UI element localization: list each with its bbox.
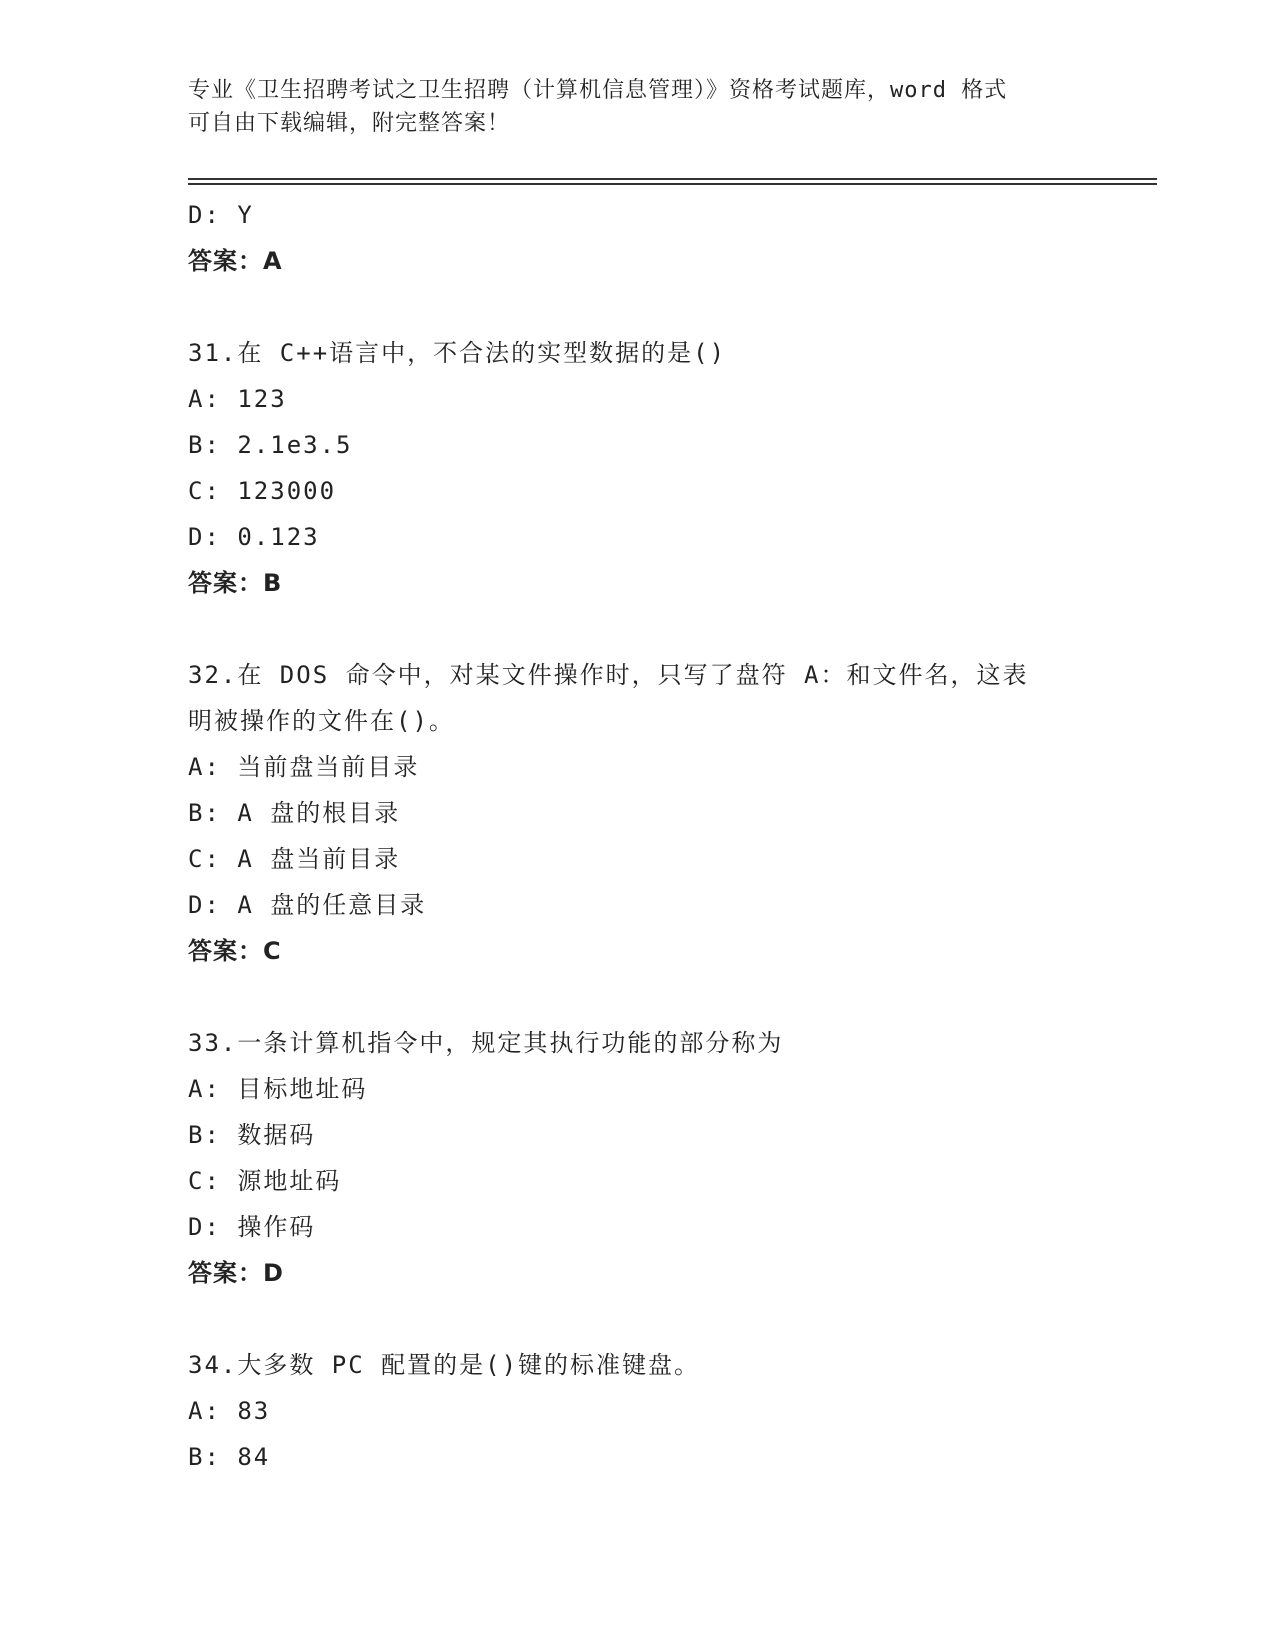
prev-question-answer: 答案：A [188, 247, 283, 275]
option-a: A: 目标地址码 [188, 1075, 368, 1103]
header-divider-bottom [188, 183, 1157, 185]
question-text: 32.在 DOS 命令中，对某文件操作时，只写了盘符 A：和文件名，这表 [188, 661, 1029, 689]
question-text: 31.在 C++语言中，不合法的实型数据的是() [188, 339, 727, 367]
header-divider-top [188, 178, 1157, 180]
answer: 答案：D [188, 1259, 284, 1287]
spacer [188, 1296, 1088, 1342]
option-c: C: 123000 [188, 477, 337, 505]
question-31 [188, 330, 1088, 606]
option-b: B: 数据码 [188, 1121, 316, 1149]
option-c: C: A 盘当前目录 [188, 845, 401, 873]
question-text: 34.大多数 PC 配置的是()键的标准键盘。 [188, 1351, 701, 1379]
question-list [188, 192, 1088, 1480]
option-b: B: A 盘的根目录 [188, 799, 401, 827]
option-d: D: 操作码 [188, 1213, 316, 1241]
spacer [188, 284, 1088, 330]
question-text-continued: 明被操作的文件在()。 [188, 707, 455, 735]
answer: 答案：B [188, 569, 283, 597]
header-line-2: 可自由下载编辑，附完整答案！ [188, 111, 511, 136]
option-d: D: 0.123 [188, 523, 320, 551]
prev-question-option-d: D: Y [188, 201, 254, 229]
header-line-1: 专业《卫生招聘考试之卫生招聘（计算机信息管理）》资格考试题库，word 格式 [188, 78, 1008, 103]
option-d: D: A 盘的任意目录 [188, 891, 427, 919]
question-32 [188, 652, 1088, 974]
option-a: A: 83 [188, 1397, 271, 1425]
question-33 [188, 1020, 1088, 1296]
option-b: B: 2.1e3.5 [188, 431, 353, 459]
spacer [188, 974, 1088, 1020]
answer: 答案：C [188, 937, 282, 965]
document-header [188, 74, 1088, 140]
option-b: B: 84 [188, 1443, 271, 1471]
spacer [188, 606, 1088, 652]
question-text: 33.一条计算机指令中，规定其执行功能的部分称为 [188, 1029, 784, 1057]
question-34 [188, 1342, 1088, 1480]
option-a: A: 当前盘当前目录 [188, 753, 420, 781]
option-c: C: 源地址码 [188, 1167, 342, 1195]
option-a: A: 123 [188, 385, 287, 413]
